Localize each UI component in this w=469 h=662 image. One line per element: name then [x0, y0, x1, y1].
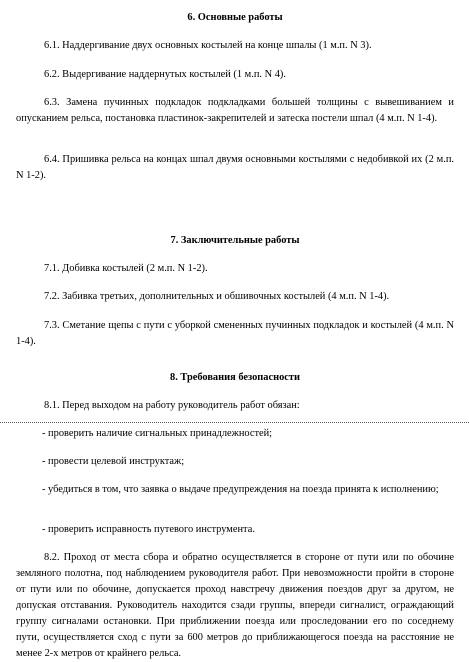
requirement-item-tools: - проверить исправность путевого инструмента. [42, 524, 255, 535]
paragraph-6-4: 6.4. Пришивка рельса на концах шпал двумя основными костылями с недобивкой их (2 м.п. N 1-2). [16, 154, 454, 181]
paragraph-6-1: 6.1. Наддергивание двух основных костылей на конце шпалы (1 м.п. N 3). [44, 40, 372, 51]
paragraph-7-1: 7.1. Добивка костылей (2 м.п. N 1-2). [44, 263, 208, 274]
requirement-item-warning: - убедиться в том, что заявка о выдаче предупреждения на поезда принята к исполнению; [42, 484, 439, 495]
paragraph-7-3: 7.3. Сметание щепы с пути с уборкой смененных пучинных подкладок и костылей (4 м.п. N 1-4). [16, 320, 454, 347]
section-7-heading: 7. Заключительные работы [170, 235, 300, 246]
paragraph-7-2: 7.2. Забивка третьих, дополнительных и обшивочных костылей (4 м.п. N 1-4). [44, 291, 390, 302]
paragraph-8-1: 8.1. Перед выходом на работу руководитель работ обязан: [44, 400, 300, 411]
paragraph-8-2: 8.2. Проход от места сбора и обратно осуществляется в стороне от пути или по обочине земляного полотна, под наблюдением руководителя работ. При невозможности пройти в стороне от пути или по обочине, допускается проход навстречу движения поездов друг за другом, не допуская отставания. Руководитель находится сзади группы, впереди сигналист, ограждающий группу сигналами остановки. При приближении поезда или проследовании его по соседнему пути, осуществляется сход с пути за 600 метров до приближающегося поезда на расстояние не менее 2-х метров от крайнего рельса. [16, 552, 454, 659]
section-6-heading: 6. Основные работы [187, 12, 283, 23]
paragraph-6-3: 6.3. Замена пучинных подкладок подкладками большей толщины с вывешиванием и опусканием рельса, постановка пластинок-закрепителей и затеска постели шпал (4 м.п. N 1-4). [16, 97, 454, 124]
section-8-heading: 8. Требования безопасности [170, 372, 300, 383]
paragraph-6-2: 6.2. Выдергивание наддернутых костылей (1 м.п. N 4). [44, 69, 286, 80]
requirement-item-briefing: - провести целевой инструктаж; [42, 456, 185, 467]
page-break-divider [0, 422, 469, 423]
requirement-item-signals: - проверить наличие сигнальных принадлежностей; [42, 428, 273, 439]
